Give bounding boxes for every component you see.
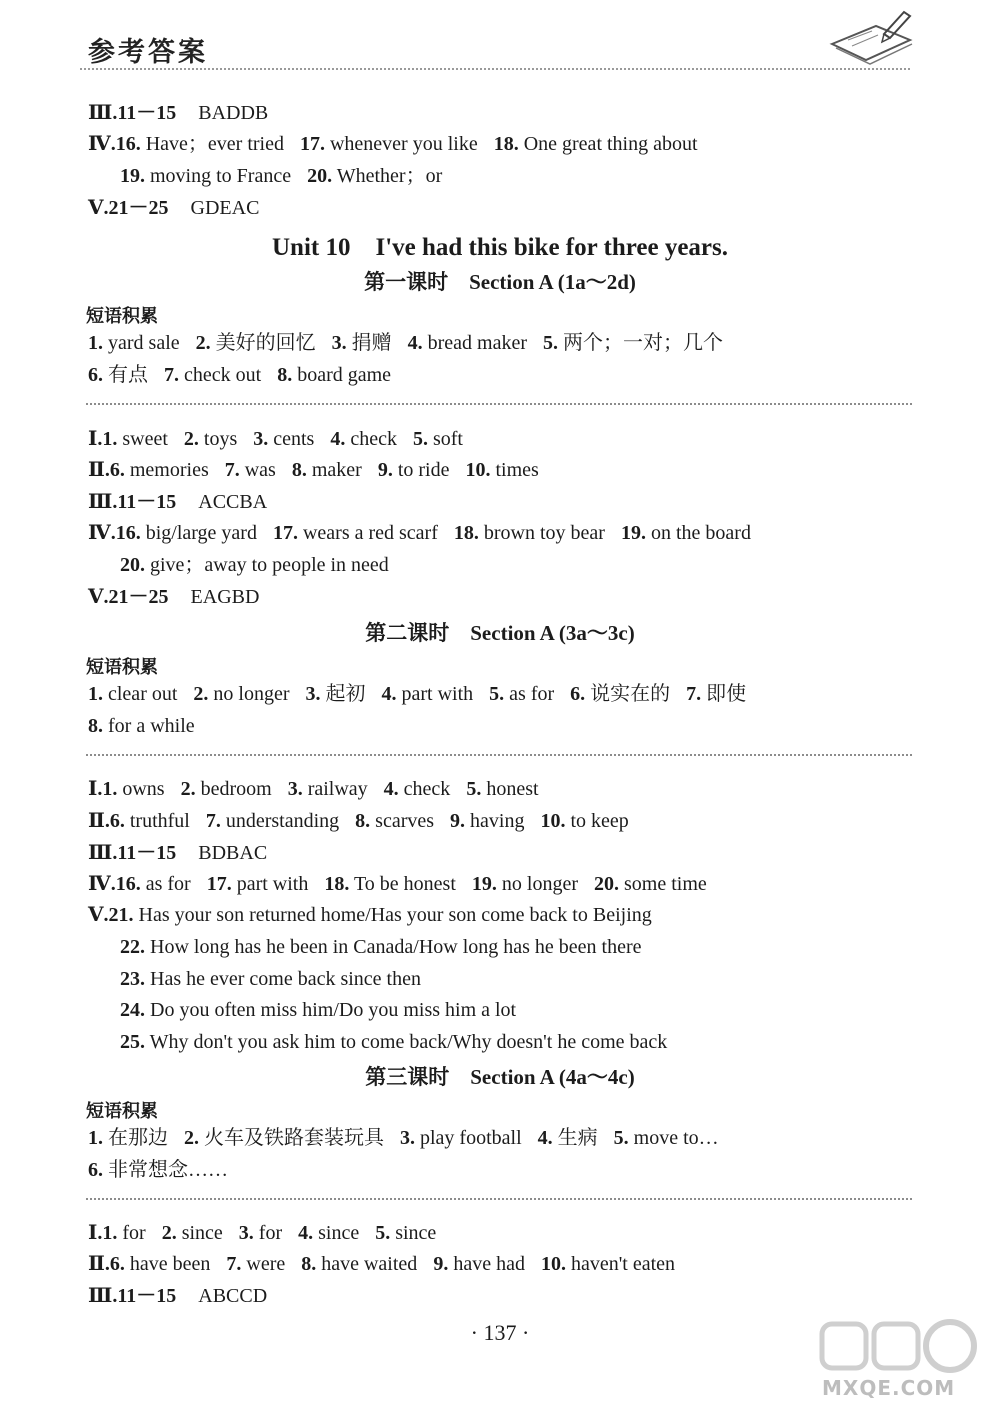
answer-text: 火车及铁路套装玩具 [204, 1127, 384, 1149]
answer-text: no longer [213, 683, 290, 705]
answer-text: owns [122, 778, 165, 800]
item-number: 8. [355, 810, 371, 832]
answer-line [88, 871, 707, 897]
item-number: 22. [120, 936, 145, 958]
item-number: 6. [109, 459, 125, 481]
unit-title: Unit 10 I've had this bike for three years. [271, 234, 729, 261]
answer-line [88, 776, 539, 802]
answer-line [120, 934, 642, 960]
item-number: 2. [161, 1222, 177, 1244]
item-number: 19. [471, 873, 497, 895]
answer-text: move to… [633, 1127, 719, 1149]
item-number: 4. [537, 1127, 553, 1149]
item-number: 18. [324, 873, 350, 895]
answer-text: board game [297, 364, 392, 386]
item-number: 5. [543, 332, 559, 354]
item-number: 6. [570, 683, 586, 705]
answer-text: BDBAC [198, 842, 268, 864]
answer-line [88, 195, 259, 221]
answer-text: for a while [108, 715, 195, 737]
item-number: 17. [299, 133, 325, 155]
item-number: 4. [381, 683, 397, 705]
answer-line [88, 100, 268, 126]
answer-text: bedroom [200, 778, 272, 800]
item-number: 6. [88, 1159, 103, 1181]
answer-text: Do you often miss him/Do you miss him a lot [150, 999, 517, 1021]
answer-line [88, 1283, 267, 1309]
answer-text: have had [453, 1253, 525, 1275]
answer-text: times [495, 459, 539, 481]
item-number: 4. [383, 778, 399, 800]
answer-text: soft [432, 428, 463, 450]
answer-text: wears a red scarf [302, 522, 438, 544]
item-number: 21－25 [108, 586, 169, 608]
answer-text: Whether；or [336, 165, 443, 187]
answer-text: to keep [570, 810, 629, 832]
item-number: 3. [253, 428, 269, 450]
item-number: 8. [291, 459, 307, 481]
answer-text: as for [145, 873, 191, 895]
item-number: 20. [594, 873, 619, 895]
header-divider [80, 68, 910, 70]
answer-text: 捐赠 [351, 332, 392, 354]
answer-text: to ride [397, 459, 450, 481]
item-number: 10. [540, 1253, 566, 1275]
answer-text: maker [311, 459, 362, 481]
item-number: 10. [465, 459, 491, 481]
answer-text: One great thing about [523, 133, 698, 155]
answer-text: since [318, 1222, 360, 1244]
roman-numeral: Ⅲ. [88, 102, 118, 124]
answer-line [120, 1029, 667, 1055]
phrase-label: 短语积累 [86, 1101, 158, 1122]
answer-text: 有点 [108, 364, 148, 386]
item-number: 5. [375, 1222, 391, 1244]
answer-text: since [395, 1222, 437, 1244]
answer-text: 美好的回忆 [215, 332, 316, 354]
answer-line [88, 426, 463, 452]
notebook-pencil-icon [826, 4, 918, 68]
answer-line [88, 131, 698, 157]
answer-line [120, 163, 442, 189]
roman-numeral: Ⅱ. [88, 1253, 110, 1275]
item-number: 17. [272, 522, 298, 544]
answer-text: Have；ever tried [145, 133, 284, 155]
roman-numeral: Ⅰ. [88, 1222, 103, 1244]
phrase-line [88, 362, 391, 388]
answer-text: scarves [375, 810, 435, 832]
watermark-text: MXQE.COM [822, 1376, 956, 1400]
answer-text: no longer [501, 873, 578, 895]
answer-text: brown toy bear [483, 522, 605, 544]
item-number: 21－25 [108, 197, 169, 219]
answer-text: part with [401, 683, 474, 705]
answer-text: check out [184, 364, 262, 386]
item-number: 25. [120, 1031, 145, 1053]
item-number: 2. [193, 683, 209, 705]
answer-text: check [350, 428, 397, 450]
item-number: 11－15 [117, 1285, 177, 1307]
answer-text: were [246, 1253, 286, 1275]
item-number: 17. [206, 873, 232, 895]
item-number: 6. [88, 364, 103, 386]
item-number: 10. [540, 810, 566, 832]
answer-text: some time [624, 873, 707, 895]
answer-text: on the board [650, 522, 751, 544]
item-number: 3. [400, 1127, 415, 1149]
item-number: 21. [108, 904, 134, 926]
roman-numeral: Ⅲ. [88, 842, 118, 864]
phrase-label: 短语积累 [86, 657, 158, 678]
answer-text: GDEAC [190, 197, 260, 219]
phrase-line [88, 681, 746, 707]
answer-text: as for [509, 683, 555, 705]
item-number: 8. [277, 364, 293, 386]
item-number: 9. [377, 459, 393, 481]
roman-numeral: Ⅳ. [88, 873, 116, 895]
answer-text: 在那边 [108, 1127, 168, 1149]
section-title: 第三课时 Section A (4a～4c) [365, 1065, 635, 1089]
answer-line [88, 520, 751, 546]
item-number: 11－15 [117, 102, 177, 124]
answer-text: Has your son returned home/Has your son come back to Beijing [138, 904, 652, 926]
item-number: 1. [88, 1127, 103, 1149]
roman-numeral: Ⅲ. [88, 1285, 118, 1307]
answer-text: for [122, 1222, 146, 1244]
item-number: 1. [102, 778, 118, 800]
answer-line [88, 457, 539, 483]
roman-numeral: Ⅱ. [88, 459, 110, 481]
answer-text: 非常想念…… [108, 1159, 228, 1181]
answer-text: have been [129, 1253, 211, 1275]
phrase-line [88, 1125, 719, 1151]
answer-line [88, 840, 267, 866]
item-number: 3. [287, 778, 303, 800]
answer-line [120, 997, 516, 1023]
item-number: 7. [224, 459, 240, 481]
item-number: 2. [195, 332, 211, 354]
answer-text: clear out [108, 683, 178, 705]
phrase-label: 短语积累 [86, 306, 158, 327]
item-number: 2. [180, 778, 196, 800]
item-number: 2. [183, 428, 199, 450]
item-number: 6. [109, 810, 125, 832]
item-number: 18. [453, 522, 479, 544]
item-number: 4. [330, 428, 346, 450]
answer-text: big/large yard [145, 522, 257, 544]
item-number: 11－15 [117, 842, 177, 864]
answer-line [88, 1220, 436, 1246]
item-number: 23. [120, 968, 145, 990]
answer-text: understanding [225, 810, 340, 832]
section-title: 第一课时 Section A (1a～2d) [364, 270, 636, 294]
item-number: 1. [88, 683, 103, 705]
item-number: 9. [450, 810, 466, 832]
answer-text: play football [420, 1127, 522, 1149]
answer-text: 起初 [325, 683, 366, 705]
answer-text: ACCBA [198, 491, 268, 513]
dotted-divider [86, 754, 912, 756]
answer-text: cents [273, 428, 315, 450]
answer-text: ABCCD [198, 1285, 268, 1307]
item-number: 20. [120, 554, 145, 576]
item-number: 7. [686, 683, 702, 705]
item-number: 16. [115, 133, 141, 155]
item-number: 7. [226, 1253, 242, 1275]
answer-text: memories [129, 459, 209, 481]
answer-text: whenever you like [329, 133, 478, 155]
phrase-line [88, 1157, 228, 1183]
item-number: 5. [489, 683, 505, 705]
answer-text: railway [307, 778, 368, 800]
item-number: 2. [184, 1127, 199, 1149]
dotted-divider [86, 403, 912, 405]
answer-text: have waited [321, 1253, 418, 1275]
item-number: 5. [412, 428, 428, 450]
item-number: 16. [115, 522, 141, 544]
answer-line [88, 902, 652, 928]
answer-text: part with [236, 873, 309, 895]
page-number: · 137 · [470, 1320, 530, 1345]
roman-numeral: Ⅰ. [88, 428, 103, 450]
item-number: 4. [407, 332, 423, 354]
item-number: 3. [305, 683, 321, 705]
roman-numeral: Ⅱ. [88, 810, 110, 832]
section-title: 第二课时 Section A (3a～3c) [365, 621, 635, 645]
answer-text: 生病 [557, 1127, 598, 1149]
answer-text: 说实在的 [590, 683, 671, 705]
answer-text: Has he ever come back since then [150, 968, 421, 990]
phrase-line [88, 330, 723, 356]
answer-text: moving to France [150, 165, 292, 187]
roman-numeral: Ⅴ. [88, 586, 109, 608]
item-number: 7. [205, 810, 221, 832]
answer-line [120, 552, 389, 578]
item-number: 4. [298, 1222, 314, 1244]
item-number: 1. [102, 1222, 118, 1244]
item-number: 20. [307, 165, 333, 187]
item-number: 19. [120, 165, 145, 187]
item-number: 7. [164, 364, 179, 386]
answer-text: yard sale [108, 332, 180, 354]
answer-text: To be honest [353, 873, 456, 895]
roman-numeral: Ⅴ. [88, 904, 109, 926]
answer-text: 即使 [706, 683, 747, 705]
item-number: 3. [238, 1222, 254, 1244]
answer-text: since [181, 1222, 223, 1244]
answer-line [88, 1251, 675, 1277]
answer-text: toys [203, 428, 238, 450]
item-number: 1. [88, 332, 103, 354]
answer-text: Why don't you ask him to come back/Why doesn't he come back [149, 1031, 668, 1053]
answer-line [88, 808, 629, 834]
roman-numeral: Ⅳ. [88, 522, 116, 544]
answer-text: How long has he been in Canada/How long has he been there [150, 936, 642, 958]
item-number: 9. [433, 1253, 449, 1275]
item-number: 16. [115, 873, 141, 895]
answer-line [88, 489, 267, 515]
item-number: 5. [613, 1127, 629, 1149]
answer-text: for [258, 1222, 283, 1244]
answer-text: was [244, 459, 276, 481]
answer-text: EAGBD [190, 586, 260, 608]
item-number: 1. [102, 428, 118, 450]
item-number: 8. [88, 715, 103, 737]
answer-text: honest [486, 778, 539, 800]
answer-text: truthful [129, 810, 190, 832]
answer-text: having [470, 810, 525, 832]
item-number: 3. [331, 332, 347, 354]
answer-text: haven't eaten [570, 1253, 676, 1275]
item-number: 24. [120, 999, 145, 1021]
item-number: 19. [620, 522, 646, 544]
answer-text: sweet [122, 428, 168, 450]
roman-numeral: Ⅴ. [88, 197, 109, 219]
item-number: 5. [466, 778, 482, 800]
answer-text: bread maker [427, 332, 528, 354]
answer-text: give；away to people in need [150, 554, 389, 576]
item-number: 6. [109, 1253, 125, 1275]
roman-numeral: Ⅳ. [88, 133, 116, 155]
dotted-divider [86, 1198, 912, 1200]
answer-line [88, 584, 259, 610]
item-number: 11－15 [117, 491, 177, 513]
item-number: 8. [301, 1253, 317, 1275]
roman-numeral: Ⅲ. [88, 491, 118, 513]
answer-text: 两个；一对；几个 [563, 332, 724, 354]
page-header-title: 参考答案 [88, 37, 208, 68]
roman-numeral: Ⅰ. [88, 778, 103, 800]
answer-text: BADDB [198, 102, 269, 124]
phrase-line [88, 713, 195, 739]
answer-line [120, 966, 421, 992]
item-number: 18. [493, 133, 519, 155]
answer-text: check [403, 778, 451, 800]
